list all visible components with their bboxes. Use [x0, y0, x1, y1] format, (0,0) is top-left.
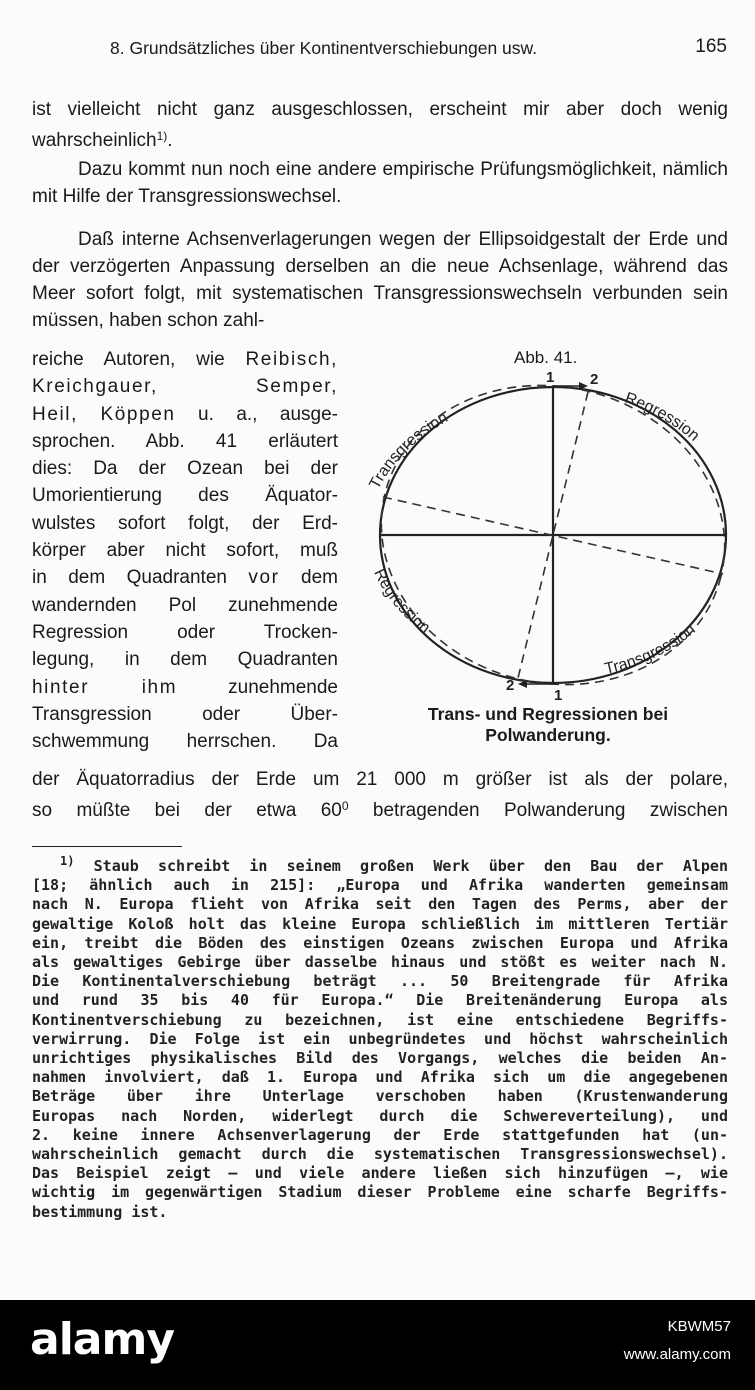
footnote-line: Das Beispiel zeigt — und viele andere ließen sich hinzufügen —, wie: [32, 1164, 728, 1183]
paragraph-1: ist vielleicht nicht ganz ausgeschlossen, erscheint mir aber doch wenig wahrscheinlich$^{1)}$.: [32, 99, 728, 151]
footnote-marker: 1): [60, 854, 75, 868]
text-line: der Äquatorradius der Erde um 21 000 m größer ist als der polare,: [32, 769, 728, 790]
text-line: wandernden Pol zunehmende: [32, 594, 338, 616]
text-line: reiche Autoren, wie Reibisch,: [32, 349, 339, 370]
footnote-line: 2. keine innere Achsenverlagerung der Erde stattgefunden hat (un-: [32, 1125, 728, 1144]
figure-41: [356, 348, 740, 748]
text-line: sprochen. Abb. 41 erläutert: [32, 430, 338, 452]
footnote-line: verwirrung. Die Folge ist ein unbegründetes und höchst wahrscheinlich: [32, 1029, 728, 1048]
footnote-line: nach N. Europa flieht von Afrika seit den Tagen des Perms, aber der: [32, 895, 728, 914]
paragraph-3: Daß interne Achsenverlagerungen wegen der Ellipsoidgestalt der Erde und der verzögerten Anpassung derselben an die neue Achsenlage, während das Meer sofort folgt, mit systematischen Transgressionswechseln verbunden sein müssen, haben schon zahl-: [32, 229, 728, 331]
watermark-url: www.alamy.com: [623, 1346, 731, 1363]
text-line: dies: Da der Ozean bei der: [32, 458, 338, 480]
footnote-line: gewaltige Koloß holt das kleine Europa schließlich im mittleren Tertiär: [32, 914, 728, 933]
text-line: Transgression oder Über-: [32, 703, 338, 725]
text-line: wulstes sofort folgt, der Erd-: [32, 512, 338, 534]
alamy-logo: alamy: [30, 1314, 174, 1365]
paragraph-4: [32, 766, 728, 824]
text-line: körper aber nicht sofort, muß: [32, 540, 338, 562]
footnote: [32, 852, 728, 1222]
figure-caption: Trans- und Regressionen bei Polwanderung.: [427, 704, 669, 745]
page-number: 165: [695, 36, 727, 57]
footnote-line: $^{1)}$ Staub schreibt in seinem großen Werk über den Bau der Alpen: [60, 854, 728, 875]
footnote-line: Beträge über ihre Unterlage verschoben haben (Krustenwanderung: [32, 1087, 728, 1106]
footnote-line: bestimmung ist.: [32, 1202, 168, 1221]
footnote-line: wichtig im gegenwärtigen Stadium dieser Probleme eine scharfe Begriffs-: [32, 1183, 728, 1202]
footnote-ref: 1): [156, 129, 168, 143]
footnote-line: und rund 35 bis 40 für Europa.“ Die Breitenänderung Europa als: [32, 991, 728, 1010]
text-line: Heil, Köppen u. a., ausge-: [32, 403, 338, 425]
paragraph-2: Dazu kommt nun noch eine andere empirische Prüfungsmöglichkeit, nämlich mit Hilfe der Transgressionswechsel.: [32, 159, 728, 207]
label-regression-top-right: Regression: [622, 389, 703, 445]
pole-top-1: 1: [546, 372, 555, 386]
text-line: in dem Quadranten vor dem: [32, 567, 339, 589]
pole-bottom-1: 1: [554, 687, 563, 702]
text-line: so müßte bei der etwa $60^0$ betragenden Polwanderung zwischen: [32, 799, 728, 821]
text-line: schwemmung herrschen. Da: [32, 731, 338, 753]
footnote-line: Europas nach Norden, widerlegt durch die Schwereverteilung), und: [32, 1106, 728, 1125]
text-line: Umorientierung des Äquator-: [32, 485, 338, 507]
label-transgression-bottom-right: Transgression: [603, 620, 699, 678]
pole-top-2: 2: [590, 372, 599, 388]
footnote-line: ein, treibt die Böden des einstigen Ozeans zwischen Europa und Afrika: [32, 933, 728, 952]
text-line: legung, in dem Quadranten: [32, 649, 338, 671]
paragraph-3-wrapped-column: [32, 346, 338, 755]
footnote-line: unrichtiges physikalisches Bild des Vorgangs, welches die beiden An-: [32, 1049, 728, 1068]
footnote-line: wahrscheinlich gemacht durch die systematischen Transgressionswechsel).: [32, 1145, 728, 1164]
footnote-line: [18; ähnlich auch in 215]: „Europa und Afrika wanderten gemeinsam: [32, 876, 728, 895]
footnote-rule: [32, 846, 182, 847]
text-line: Regression oder Trocken-: [32, 621, 338, 643]
footnote-line: Kontinentverschiebung zu bezeichnen, ist eine entschiedene Begriffs-: [32, 1010, 728, 1029]
pole-bottom-2: 2: [506, 677, 515, 694]
image-id: KBWM57: [667, 1318, 731, 1335]
footnote-line: nahmen involviert, daß 1. Europa und Afrika sich um die angegebenen: [32, 1068, 728, 1087]
page-header: [32, 38, 727, 64]
label-transgression-top-left: Transgression: [366, 409, 451, 492]
footnote-line: als gewaltiges Gebirge über dasselbe hinaus und stößt es weiter nach N.: [32, 953, 728, 972]
text-line: hinter ihm zunehmende: [32, 676, 339, 698]
text-line: Kreichgauer, Semper,: [32, 376, 338, 398]
footnote-line: Die Kontinentalverschiebung beträgt ... 50 Breitengrade für Afrika: [32, 972, 728, 991]
polar-wander-diagram: [356, 372, 740, 702]
figure-label: Abb. 41.: [514, 348, 578, 367]
label-regression-bottom-left: Regression: [370, 566, 434, 637]
running-title: 8. Grundsätzliches über Kontinentverschiebungen usw.: [110, 38, 538, 58]
